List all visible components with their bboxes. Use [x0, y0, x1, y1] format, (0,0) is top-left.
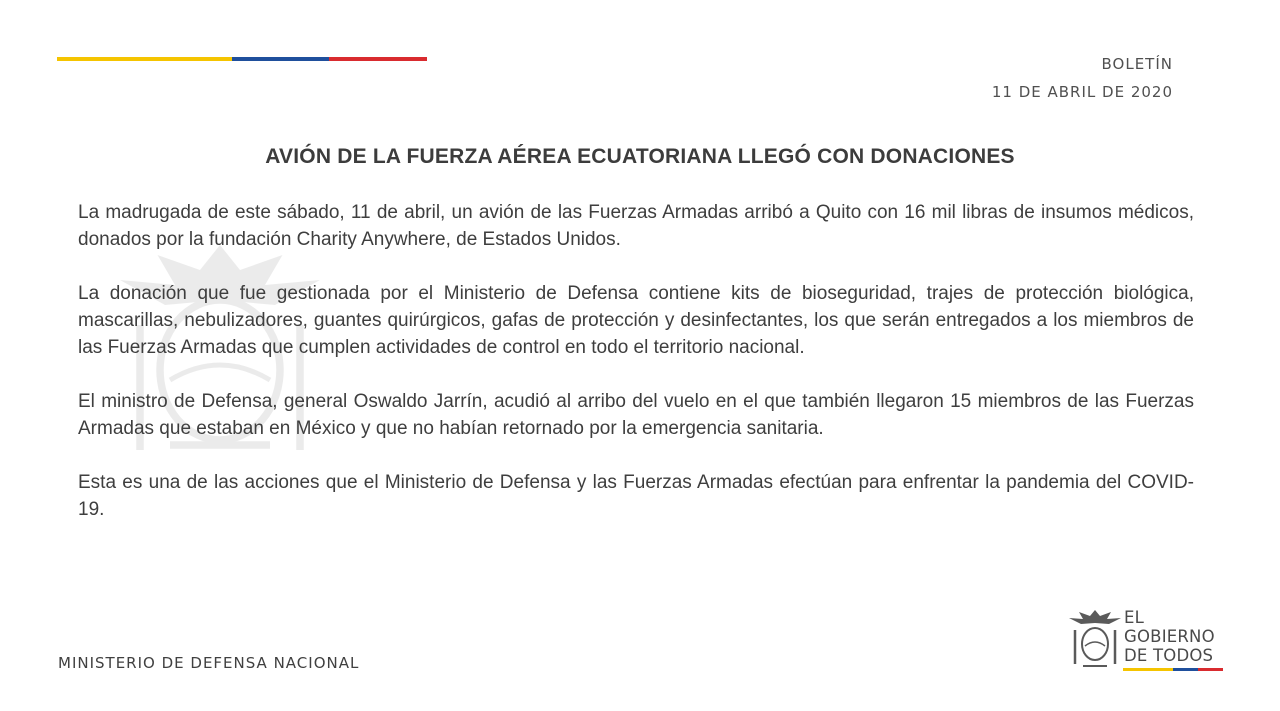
flag-yellow-segment [57, 57, 232, 61]
ministry-name: MINISTERIO DE DEFENSA NACIONAL [58, 654, 360, 672]
logo-blue-segment [1173, 668, 1198, 671]
logo-yellow-segment [1123, 668, 1173, 671]
bulletin-date: 11 DE ABRIL DE 2020 [991, 83, 1173, 101]
coat-of-arms-icon [1065, 606, 1125, 672]
logo-line-1: EL [1124, 608, 1145, 627]
logo-red-segment [1198, 668, 1223, 671]
gobierno-logo [1065, 606, 1225, 674]
logo-line-2: GOBIERNO [1124, 627, 1215, 646]
logo-line-3: DE TODOS [1124, 646, 1214, 665]
paragraph-4: Esta es una de las acciones que el Ministerio de Defensa y las Fuerzas Armadas efectúan para enfrentar la pandemia del COVID-19. [78, 472, 1194, 520]
logo-flag-bar [1123, 668, 1223, 671]
paragraph-3: El ministro de Defensa, general Oswaldo Jarrín, acudió al arribo del vuelo en el que también llegaron 15 miembros de las Fuerzas Armadas que estaban en México y que no habían retornado por la emergencia sanitaria. [78, 391, 1194, 439]
flag-blue-segment [232, 57, 329, 61]
flag-color-bar [57, 57, 427, 61]
bulletin-header [992, 50, 1173, 106]
paragraph-1: La madrugada de este sábado, 11 de abril, un avión de las Fuerzas Armadas arribó a Quito con 16 mil libras de insumos médicos, donados por la fundación Charity Anywhere, de Estados Unidos. [78, 202, 1194, 250]
paragraph-2: La donación que fue gestionada por el Ministerio de Defensa contiene kits de bioseguridad, trajes de protección biológica, mascarillas, nebulizadores, guantes quirúrgicos, gafas de protección y desinfectantes, los que serán entregados a los miembros de las Fuerzas Armadas que cumplen actividades de control en todo el territorio nacional. [78, 283, 1194, 358]
bulletin-title: AVIÓN DE LA FUERZA AÉREA ECUATORIANA LLEGÓ CON DONACIONES [265, 145, 1015, 168]
bulletin-body [78, 199, 1194, 550]
bulletin-label: BOLETÍN [1101, 55, 1173, 73]
logo-wordmark [1124, 608, 1234, 665]
flag-red-segment [329, 57, 427, 61]
